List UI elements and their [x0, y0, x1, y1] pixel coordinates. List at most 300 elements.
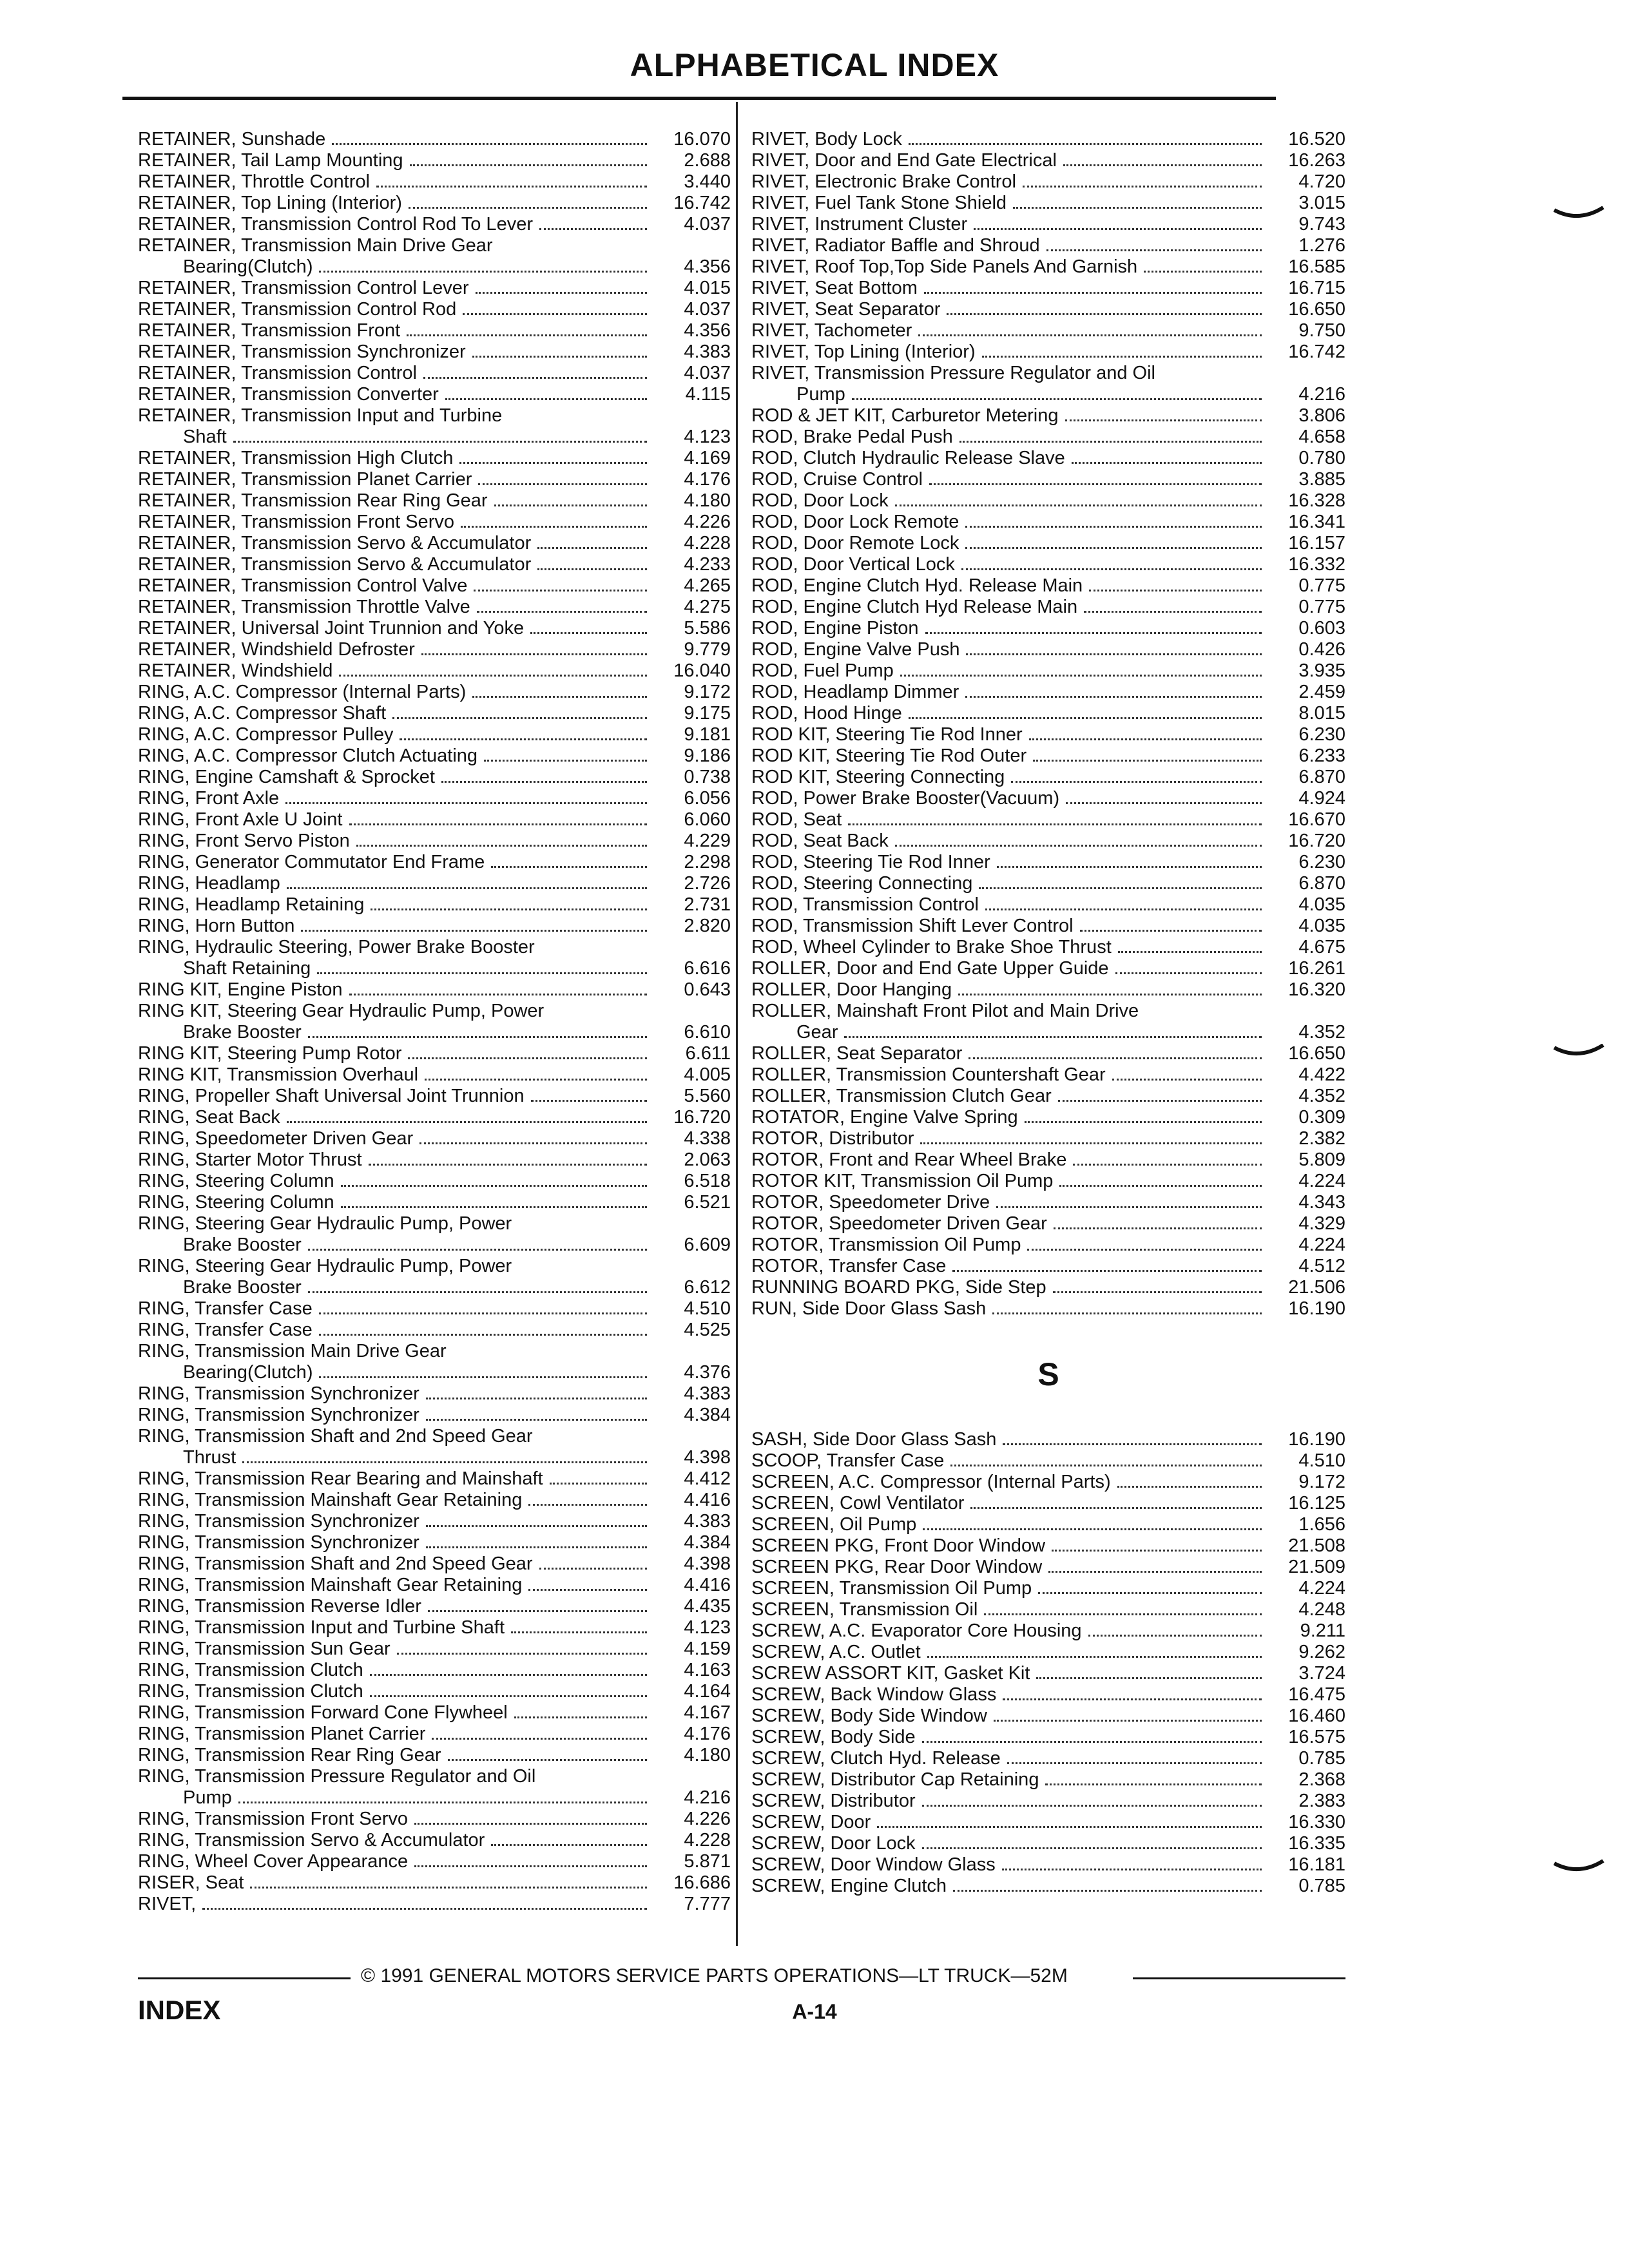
- index-entry: [138, 852, 731, 873]
- dot-leader: [319, 1312, 647, 1314]
- dot-leader: [539, 1568, 647, 1570]
- index-entry: [751, 490, 1345, 512]
- entry-name: SCREEN, Transmission Oil: [751, 1599, 978, 1620]
- dot-leader: [448, 1759, 647, 1761]
- entry-name: RING, A.C. Compressor Shaft: [138, 703, 387, 724]
- entry-name: RING, Wheel Cover Appearance: [138, 1851, 409, 1872]
- entry-name: RING, Headlamp: [138, 873, 280, 894]
- index-entry: [138, 958, 731, 979]
- dot-leader: [287, 887, 647, 889]
- entry-page: 21.506: [1288, 1277, 1345, 1298]
- index-entry: [751, 1599, 1345, 1620]
- index-entry: [751, 1277, 1345, 1298]
- entry-page: 16.328: [1288, 490, 1345, 511]
- entry-page: 16.335: [1288, 1833, 1345, 1854]
- entry-page: 16.332: [1288, 554, 1345, 575]
- entry-page: 4.226: [684, 512, 731, 532]
- index-entry: [138, 1107, 731, 1128]
- dot-leader: [432, 1738, 647, 1740]
- entry-name: ROD, Steering Connecting: [751, 873, 973, 894]
- dot-leader: [477, 611, 647, 613]
- dot-leader: [1054, 1227, 1262, 1229]
- index-entry: [751, 1854, 1345, 1876]
- index-entry: [138, 490, 731, 512]
- entry-name: ROLLER, Transmission Countershaft Gear: [751, 1064, 1106, 1085]
- entry-name: RING, Front Axle: [138, 788, 280, 809]
- entry-name: RING, Front Axle U Joint: [138, 809, 343, 830]
- dot-leader: [895, 505, 1262, 506]
- entry-page: 4.115: [685, 384, 731, 405]
- entry-page: 16.520: [1288, 129, 1345, 149]
- index-entry: [138, 1383, 731, 1405]
- index-entry: [138, 1192, 731, 1213]
- dot-leader: [1002, 1869, 1262, 1870]
- index-entry: [138, 1596, 731, 1617]
- entry-page: 2.063: [684, 1149, 731, 1170]
- entry-page: 3.015: [1298, 193, 1345, 213]
- dot-leader: [1046, 249, 1262, 251]
- dot-leader: [984, 1613, 1262, 1615]
- dot-leader: [925, 632, 1262, 634]
- entry-name: RIVET, Top Lining (Interior): [751, 341, 976, 362]
- dot-leader: [370, 1695, 647, 1697]
- dot-leader: [407, 334, 647, 336]
- entry-name: RETAINER, Transmission Control Rod: [138, 299, 457, 320]
- entry-name: ROD, Brake Pedal Push: [751, 427, 953, 447]
- dot-leader: [445, 398, 647, 400]
- dot-leader: [392, 717, 647, 719]
- entry-name: Brake Booster: [183, 1022, 302, 1043]
- entry-name: RETAINER, Transmission Servo & Accumulator: [138, 533, 532, 553]
- entry-name: RING, Transfer Case: [138, 1298, 313, 1319]
- entry-page: 16.742: [1288, 341, 1345, 362]
- index-entry: [138, 682, 731, 703]
- dot-leader: [965, 547, 1262, 549]
- entry-name: RING, Transmission Clutch: [138, 1681, 363, 1702]
- entry-page: 0.603: [1298, 618, 1345, 639]
- entry-name: SCREW, Distributor Cap Retaining: [751, 1769, 1039, 1790]
- entry-page: 16.650: [1288, 1043, 1345, 1064]
- entry-name: Shaft Retaining: [183, 958, 311, 979]
- entry-page: 3.724: [1298, 1663, 1345, 1684]
- entry-name: RIVET, Transmission Pressure Regulator and Oil: [751, 363, 1155, 383]
- index-entry: [751, 873, 1345, 894]
- dot-leader: [997, 866, 1262, 868]
- entry-name: ROTOR, Distributor: [751, 1128, 914, 1149]
- entry-name: RETAINER, Transmission Converter: [138, 384, 439, 405]
- dot-leader: [537, 568, 647, 570]
- entry-name: RING, Steering Gear Hydraulic Pump, Power: [138, 1213, 512, 1234]
- entry-page: 4.224: [1298, 1235, 1345, 1255]
- index-entry: [138, 1894, 731, 1915]
- index-entry: [751, 341, 1345, 363]
- entry-name: RETAINER, Transmission Rear Ring Gear: [138, 490, 488, 511]
- dot-leader: [202, 1908, 647, 1910]
- index-entry: [751, 1791, 1345, 1812]
- dot-leader: [1058, 1100, 1262, 1102]
- dot-leader: [966, 653, 1262, 655]
- dot-leader: [1088, 1635, 1262, 1637]
- entry-name: ROD, Engine Clutch Hyd. Release Main: [751, 575, 1083, 596]
- entry-name: RETAINER, Transmission Control Rod To Lever: [138, 214, 533, 235]
- entry-page: 16.341: [1288, 512, 1345, 532]
- index-entry: [138, 1575, 731, 1596]
- index-entry: [751, 1256, 1345, 1277]
- index-entry: [138, 405, 731, 427]
- entry-name: RING, Transmission Forward Cone Flywheel: [138, 1702, 508, 1723]
- dot-leader: [419, 1142, 647, 1144]
- copyright-text: © 1991 GENERAL MOTORS SERVICE PARTS OPERATIONS—LT TRUCK—52M: [361, 1965, 1068, 1986]
- dot-leader: [1007, 1762, 1262, 1764]
- dot-leader: [1066, 802, 1262, 804]
- header-rule: [122, 97, 1276, 100]
- entry-name: SCREW, Body Side: [751, 1727, 916, 1747]
- entry-page: 16.157: [1288, 533, 1345, 553]
- entry-page: 2.726: [684, 873, 731, 894]
- index-entry: [138, 1511, 731, 1532]
- entry-name: ROD, Headlamp Dimmer: [751, 682, 959, 702]
- dot-leader: [895, 845, 1262, 847]
- index-entry: [138, 1043, 731, 1064]
- entry-page: 0.785: [1298, 1748, 1345, 1769]
- dot-leader: [1052, 1550, 1262, 1552]
- entry-page: 3.806: [1298, 405, 1345, 426]
- index-entry: [138, 363, 731, 384]
- index-entry: [751, 831, 1345, 852]
- entry-page: 4.037: [684, 299, 731, 320]
- entry-name: RETAINER, Transmission Front Servo: [138, 512, 454, 532]
- entry-name: RIVET, Body Lock: [751, 129, 902, 149]
- dot-leader: [961, 568, 1262, 570]
- entry-page: 21.508: [1288, 1535, 1345, 1556]
- entry-page: 16.070: [673, 129, 731, 149]
- dot-leader: [1053, 1291, 1262, 1293]
- entry-name: SCREW, Back Window Glass: [751, 1684, 997, 1705]
- entry-name: RETAINER, Universal Joint Trunnion and Yoke: [138, 618, 525, 639]
- entry-name: RIVET, Fuel Tank Stone Shield: [751, 193, 1007, 213]
- entry-page: 4.275: [684, 597, 731, 617]
- dot-leader: [491, 866, 647, 868]
- entry-page: 4.180: [684, 1745, 731, 1765]
- entry-page: 2.688: [684, 150, 731, 171]
- index-entry: [751, 150, 1345, 171]
- dot-leader: [1084, 611, 1262, 613]
- index-entry: [138, 256, 731, 278]
- entry-name: ROLLER, Seat Separator: [751, 1043, 963, 1064]
- index-entry: [138, 1468, 731, 1490]
- dot-leader: [965, 526, 1262, 528]
- dot-leader: [410, 164, 647, 166]
- entry-page: 4.352: [1298, 1022, 1345, 1043]
- dot-leader: [319, 1376, 647, 1378]
- entry-page: 2.383: [1298, 1791, 1345, 1811]
- entry-name: RING, Transmission Synchronizer: [138, 1511, 419, 1532]
- index-entry: [751, 916, 1345, 937]
- entry-name: RIVET,: [138, 1894, 197, 1914]
- entry-page: 4.005: [684, 1064, 731, 1085]
- entry-name: RUNNING BOARD PKG, Side Step: [751, 1277, 1046, 1298]
- dot-leader: [974, 228, 1262, 230]
- dot-leader: [1011, 781, 1262, 783]
- dot-leader: [459, 462, 647, 464]
- dot-leader: [1117, 1486, 1262, 1488]
- entry-page: 4.176: [684, 1724, 731, 1744]
- dot-leader: [1038, 1592, 1262, 1594]
- entry-page: 16.670: [1288, 809, 1345, 830]
- dot-leader: [341, 1206, 647, 1208]
- dot-leader: [927, 1656, 1262, 1658]
- entry-page: 1.656: [1298, 1514, 1345, 1535]
- entry-page: 0.643: [684, 979, 731, 1000]
- entry-name: SASH, Side Door Glass Sash: [751, 1429, 997, 1450]
- index-list-r: [751, 129, 1345, 1320]
- entry-name: RIVET, Door and End Gate Electrical: [751, 150, 1057, 171]
- dot-leader: [530, 632, 647, 634]
- index-entry: [751, 1748, 1345, 1769]
- dot-leader: [922, 1805, 1262, 1807]
- index-entry: [138, 1277, 731, 1298]
- entry-page: 16.575: [1288, 1727, 1345, 1747]
- index-entry: [751, 533, 1345, 554]
- entry-name: RING KIT, Transmission Overhaul: [138, 1064, 419, 1085]
- entry-name: ROD, Door Remote Lock: [751, 533, 959, 553]
- index-entry: [751, 554, 1345, 575]
- index-entry: [751, 1620, 1345, 1642]
- entry-name: RING, Transmission Synchronizer: [138, 1405, 419, 1425]
- entry-name: ROD, Engine Clutch Hyd Release Main: [751, 597, 1078, 617]
- entry-name: ROTOR KIT, Transmission Oil Pump: [751, 1171, 1054, 1191]
- entry-name: RIVET, Tachometer: [751, 320, 912, 341]
- entry-name: SCREW ASSORT KIT, Gasket Kit: [751, 1663, 1030, 1684]
- index-entry: [138, 1064, 731, 1086]
- entry-page: 0.309: [1298, 1107, 1345, 1128]
- entry-page: 16.720: [1288, 831, 1345, 851]
- entry-page: 16.263: [1288, 150, 1345, 171]
- entry-name: RING, Speedometer Driven Gear: [138, 1128, 414, 1149]
- index-entry: [751, 1128, 1345, 1149]
- index-entry: [138, 1702, 731, 1724]
- binder-mark: [1553, 1044, 1605, 1061]
- entry-page: 4.037: [684, 363, 731, 383]
- entry-name: Pump: [183, 1787, 232, 1808]
- dot-leader: [494, 505, 647, 506]
- index-entry: [138, 1256, 731, 1277]
- entry-page: 1.276: [1298, 235, 1345, 256]
- dot-leader: [233, 441, 647, 443]
- index-entry: [751, 1727, 1345, 1748]
- entry-name: RING, Generator Commutator End Frame: [138, 852, 485, 872]
- index-entry: [751, 1022, 1345, 1043]
- entry-page: 5.586: [684, 618, 731, 639]
- entry-page: 4.356: [684, 256, 731, 277]
- entry-page: 9.186: [684, 745, 731, 766]
- index-entry: [751, 1429, 1345, 1450]
- entry-page: 6.230: [1298, 724, 1345, 745]
- entry-name: RING, A.C. Compressor Pulley: [138, 724, 394, 745]
- entry-page: 4.383: [684, 1383, 731, 1404]
- entry-name: RETAINER, Transmission High Clutch: [138, 448, 454, 468]
- entry-page: 5.560: [684, 1086, 731, 1106]
- entry-page: 16.190: [1288, 1298, 1345, 1319]
- index-entry: [751, 1493, 1345, 1514]
- dot-leader: [461, 526, 647, 528]
- section-letter: S: [1037, 1356, 1059, 1392]
- entry-page: 4.720: [1298, 171, 1345, 192]
- entry-page: 2.298: [684, 852, 731, 872]
- entry-name: SCREEN, Cowl Ventilator: [751, 1493, 965, 1514]
- entry-name: RIVET, Radiator Baffle and Shroud: [751, 235, 1040, 256]
- index-entry: [751, 1833, 1345, 1854]
- dot-leader: [959, 441, 1262, 443]
- dot-leader: [319, 271, 647, 273]
- index-entry: [138, 979, 731, 1001]
- entry-name: RING, Transmission Front Servo: [138, 1809, 408, 1829]
- dot-leader: [242, 1461, 647, 1463]
- entry-page: 3.440: [684, 171, 731, 192]
- entry-page: 16.125: [1288, 1493, 1345, 1514]
- dot-leader: [369, 1164, 647, 1166]
- dot-leader: [909, 717, 1262, 719]
- entry-name: RUN, Side Door Glass Sash: [751, 1298, 987, 1319]
- dot-leader: [1144, 271, 1262, 273]
- entry-page: 4.163: [684, 1660, 731, 1680]
- entry-page: 16.261: [1288, 958, 1345, 979]
- index-entry: [138, 384, 731, 405]
- dot-leader: [958, 994, 1262, 995]
- dot-leader: [423, 377, 647, 379]
- entry-page: 4.229: [684, 831, 731, 851]
- index-entry: [751, 448, 1345, 469]
- entry-name: ROTOR, Front and Rear Wheel Brake: [751, 1149, 1067, 1170]
- index-entry: [138, 1298, 731, 1320]
- index-entry: [138, 831, 731, 852]
- entry-page: 6.060: [684, 809, 731, 830]
- entry-page: 4.416: [684, 1490, 731, 1510]
- index-entry: [138, 533, 731, 554]
- index-entry: [751, 958, 1345, 979]
- dot-leader: [1045, 1783, 1262, 1785]
- entry-page: 5.871: [684, 1851, 731, 1872]
- entry-page: 4.512: [1298, 1256, 1345, 1276]
- entry-name: RING, Transmission Mainshaft Gear Retaining: [138, 1490, 523, 1510]
- dot-leader: [1059, 1185, 1262, 1187]
- entry-name: RING, Transmission Shaft and 2nd Speed Gear: [138, 1426, 533, 1446]
- dot-leader: [478, 483, 647, 485]
- index-entry: [138, 660, 731, 682]
- entry-page: 4.422: [1298, 1064, 1345, 1085]
- entry-name: RING, Transmission Synchronizer: [138, 1532, 419, 1553]
- entry-name: Shaft: [183, 427, 227, 447]
- entry-name: RING, Transmission Shaft and 2nd Speed Gear: [138, 1553, 533, 1574]
- entry-name: SCREW, Body Side Window: [751, 1706, 987, 1726]
- entry-name: Thrust: [183, 1447, 236, 1468]
- entry-page: 6.609: [684, 1235, 731, 1255]
- entry-name: ROD, Steering Tie Rod Inner: [751, 852, 990, 872]
- dot-leader: [428, 1610, 647, 1612]
- index-entry: [751, 618, 1345, 639]
- entry-name: RIVET, Roof Top,Top Side Panels And Garnish: [751, 256, 1138, 277]
- dot-leader: [1025, 1121, 1262, 1123]
- dot-leader: [992, 1312, 1262, 1314]
- entry-page: 16.715: [1288, 278, 1345, 298]
- entry-page: 4.035: [1298, 894, 1345, 915]
- dot-leader: [950, 1465, 1262, 1466]
- dot-leader: [952, 1270, 1262, 1272]
- index-entry: [751, 1235, 1345, 1256]
- index-entry: [751, 1578, 1345, 1599]
- entry-name: SCREW, Door Lock: [751, 1833, 916, 1854]
- entry-name: RETAINER, Transmission Synchronizer: [138, 341, 466, 362]
- entry-name: RING, Transmission Pressure Regulator and Oil: [138, 1766, 536, 1787]
- index-entry: [751, 745, 1345, 767]
- dot-leader: [1112, 1079, 1262, 1081]
- entry-page: 3.885: [1298, 469, 1345, 490]
- entry-page: 4.226: [684, 1809, 731, 1829]
- index-entry: [138, 150, 731, 171]
- entry-name: RING, Transmission Planet Carrier: [138, 1724, 426, 1744]
- entry-page: 4.015: [684, 278, 731, 298]
- section-label: INDEX: [138, 1995, 221, 2025]
- index-entry: [751, 1876, 1345, 1897]
- dot-leader: [528, 1504, 647, 1506]
- dot-leader: [441, 781, 647, 783]
- dot-leader: [1033, 760, 1262, 762]
- index-entry: [138, 788, 731, 809]
- entry-name: RING, Engine Camshaft & Sprocket: [138, 767, 435, 787]
- index-entry: [138, 937, 731, 958]
- entry-name: ROD, Clutch Hydraulic Release Slave: [751, 448, 1065, 468]
- index-entry: [751, 682, 1345, 703]
- entry-name: RING, Headlamp Retaining: [138, 894, 365, 915]
- entry-page: 4.352: [1298, 1086, 1345, 1106]
- index-entry: [751, 1298, 1345, 1320]
- index-entry: [138, 1447, 731, 1468]
- entry-page: 6.056: [684, 788, 731, 809]
- index-entry: [138, 575, 731, 597]
- index-entry: [751, 384, 1345, 405]
- entry-page: 4.228: [684, 1830, 731, 1850]
- entry-name: RING KIT, Engine Piston: [138, 979, 343, 1000]
- entry-name: RING, Seat Back: [138, 1107, 280, 1128]
- entry-page: 0.780: [1298, 448, 1345, 468]
- index-entry: [138, 1213, 731, 1235]
- dot-leader: [965, 696, 1262, 698]
- entry-page: 4.265: [684, 575, 731, 596]
- dot-leader: [332, 143, 647, 145]
- entry-name: RIVET, Seat Separator: [751, 299, 941, 320]
- dot-leader: [426, 1525, 647, 1527]
- index-entry: [138, 873, 731, 894]
- entry-name: RING, Steering Column: [138, 1171, 334, 1191]
- entry-page: 2.368: [1298, 1769, 1345, 1790]
- dot-leader: [514, 1716, 647, 1718]
- index-entry: [751, 193, 1345, 214]
- entry-page: 9.172: [684, 682, 731, 702]
- entry-name: ROD, Cruise Control: [751, 469, 923, 490]
- dot-leader: [848, 823, 1262, 825]
- entry-name: RING, Transmission Rear Ring Gear: [138, 1745, 441, 1765]
- entry-name: RETAINER, Top Lining (Interior): [138, 193, 402, 213]
- binder-mark: [1553, 1860, 1605, 1876]
- dot-leader: [491, 1844, 647, 1846]
- dot-leader: [371, 908, 647, 910]
- entry-page: 4.233: [684, 554, 731, 575]
- dot-leader: [476, 292, 647, 294]
- index-entry: [138, 1022, 731, 1043]
- index-entry: [138, 235, 731, 256]
- index-entry: [138, 1851, 731, 1872]
- index-entry: [138, 1128, 731, 1149]
